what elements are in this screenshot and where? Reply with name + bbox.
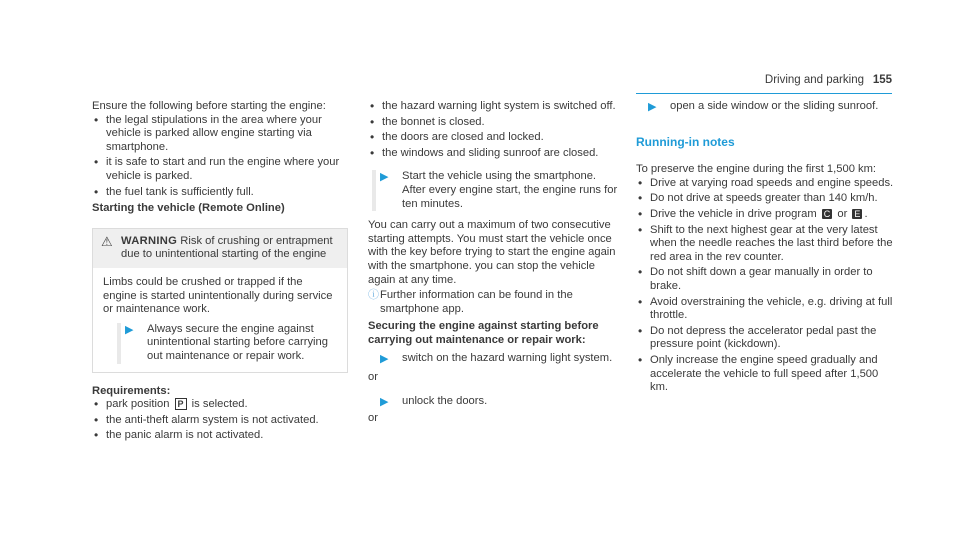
drive-program-e-icon: E — [854, 208, 861, 219]
list-item: • the panic alarm is not activated. — [92, 429, 348, 443]
list-item: • Do not depress the accelerator pedal past the pressure point (kickdown). — [636, 325, 894, 352]
section-title: Running-in notes — [636, 134, 735, 149]
conditions-list — [92, 114, 348, 200]
list-item: • the doors are closed and locked. — [368, 131, 620, 145]
page-number: 155 — [872, 74, 892, 86]
step-bar — [372, 170, 376, 211]
warning-action-text: Always secure the engine against unintentional starting before carrying out maintenance or repair work. — [147, 322, 328, 362]
list-item: • the windows and sliding sunroof are closed. — [368, 147, 620, 161]
warning-header — [93, 229, 347, 268]
info-note: ⓘ Further information can be found in the smartphone app. — [368, 289, 573, 315]
requirements-heading: Requirements: — [92, 384, 171, 397]
or-text: or — [368, 371, 378, 384]
info-paragraph: You can carry out a maximum of two consecutive starting attempts. You must start the vehicle once with the key before trying to start the engine again with the smartphone. you can stop the vehicle again at any time. — [368, 219, 616, 286]
warning-body — [93, 268, 347, 372]
warning-action — [103, 323, 339, 364]
info-icon: ⓘ — [368, 289, 379, 302]
requirements-list — [92, 398, 348, 443]
intro-text: Ensure the following before starting the engine: — [92, 100, 326, 112]
list-item: • the hazard warning light system is switched off. — [368, 100, 620, 114]
column-3 — [636, 100, 894, 397]
step-arrow-icon: ▶ — [380, 352, 389, 365]
warning-triangle-icon: ⚠ — [101, 233, 113, 249]
list-item: • Shift to the next highest gear at the very latest when the needle reaches the last third before the red area in the rev counter. — [636, 224, 894, 265]
list-item: • Avoid overstraining the vehicle, e.g. driving at full throttle. — [636, 296, 894, 323]
list-item: • it is safe to start and run the engine where your vehicle is parked. — [92, 156, 348, 183]
step-arrow-icon: ▶ — [380, 171, 389, 184]
section-heading: Starting the vehicle (Remote Online) — [92, 202, 285, 215]
action-bar — [117, 323, 121, 364]
step-arrow-icon: ▶ — [648, 101, 657, 113]
warning-title: Risk of crushing or entrapment due to unintentional starting of the engine — [121, 234, 333, 261]
step-arrow-icon: ▶ — [380, 395, 389, 408]
list-item: • Only increase the engine speed gradually and accelerate the vehicle to full speed after 1,500 km. — [636, 354, 894, 395]
header-section-title: Driving and parking — [764, 74, 864, 86]
list-item: • park position P is selected. — [92, 398, 348, 412]
instruction-step: ▶ unlock the doors. — [380, 394, 488, 408]
warning-label: WARNING — [121, 234, 178, 247]
action-arrow-icon: ▶ — [125, 323, 134, 336]
list-item: • the legal stipulations in the area where your vehicle is parked allow engine starting via smartphone. — [92, 114, 348, 155]
instruction-step: ▶ Start the vehicle using the smartphone. After every engine start, the engine runs for ten minutes. — [368, 170, 620, 211]
drive-program-c-icon: C — [823, 208, 831, 219]
park-key-icon: P — [175, 398, 187, 410]
or-text: or — [368, 412, 378, 425]
list-item: • Drive the vehicle in drive program C or E . — [636, 208, 894, 222]
header-rule — [636, 93, 892, 94]
requirements-continued-list — [368, 100, 620, 160]
intro-text: To preserve the engine during the first 1,500 km: — [636, 163, 877, 176]
page-header — [0, 74, 960, 88]
list-item: • Do not drive at speeds greater than 140 km/h. — [636, 192, 894, 206]
section-heading: Securing the engine against starting before carrying out maintenance or repair work: — [368, 320, 599, 346]
warning-box — [92, 228, 348, 373]
running-in-list — [636, 177, 894, 395]
list-item: • the bonnet is closed. — [368, 116, 620, 130]
list-item: • the fuel tank is sufficiently full. — [92, 186, 348, 200]
list-item: • Drive at varying road speeds and engine speeds. — [636, 177, 894, 191]
column-2 — [368, 100, 620, 426]
list-item: • the anti-theft alarm system is not activated. — [92, 414, 348, 428]
warning-text: Limbs could be crushed or trapped if the engine is started unintentionally during service or maintenance work. — [103, 275, 333, 316]
instruction-step: ▶ switch on the hazard warning light system. — [380, 351, 613, 365]
instruction-step: ▶ open a side window or the sliding sunroof. — [648, 100, 879, 113]
list-item: • Do not shift down a gear manually in order to brake. — [636, 266, 894, 293]
column-1 — [92, 100, 348, 445]
